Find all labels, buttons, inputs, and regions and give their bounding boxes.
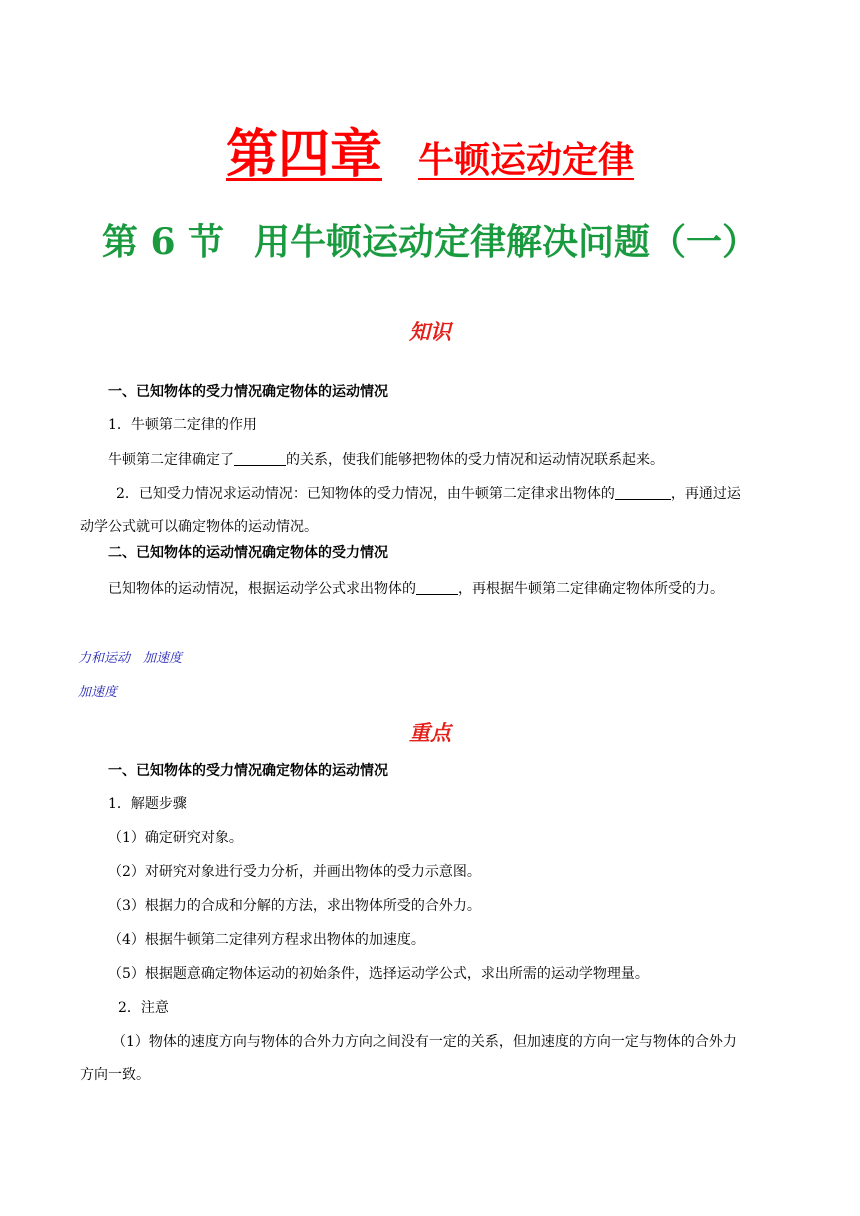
notes-title: 2．注意 xyxy=(118,1000,169,1016)
key-part1-title: 一、已知物体的受力情况确定物体的运动情况 xyxy=(108,763,388,779)
knowledge-part1-title: 一、已知物体的受力情况确定物体的运动情况 xyxy=(108,384,388,400)
steps-title: 1．解题步骤 xyxy=(108,796,187,812)
step-2: （2）对研究对象进行受力分析，并画出物体的受力示意图。 xyxy=(108,864,481,880)
chapter-heading xyxy=(0,112,860,187)
item1-text-post: 的关系，使我们能够把物体的受力情况和运动情况联系起来。 xyxy=(286,452,664,468)
section-number: 第 6 节 xyxy=(101,221,225,263)
item2-text-post: ，再通过运 xyxy=(670,486,741,502)
step-4: （4）根据牛顿第二定律列方程求出物体的加速度。 xyxy=(108,932,425,948)
knowledge-item2-cont: 动学公式就可以确定物体的运动情况。 xyxy=(80,519,318,535)
knowledge-part2-title: 二、已知物体的运动情况确定物体的受力情况 xyxy=(108,545,388,561)
step-3: （3）根据力的合成和分解的方法，求出物体所受的合外力。 xyxy=(108,898,481,914)
step-1: （1）确定研究对象。 xyxy=(108,830,243,846)
section-title xyxy=(0,214,860,265)
knowledge-item1-text xyxy=(108,449,664,469)
answer-blank-1 xyxy=(234,451,286,466)
knowledge-item2-text xyxy=(116,483,741,503)
item1-text-pre: 牛顿第二定律确定了 xyxy=(108,452,234,468)
part2-text-post: ，再根据牛顿第二定律确定物体所受的力。 xyxy=(458,581,724,597)
item2-text-pre: 2．已知受力情况求运动情况：已知物体的受力情况，由牛顿第二定律求出物体的 xyxy=(116,486,615,502)
knowledge-part2-text xyxy=(108,578,724,598)
chapter-title: 牛顿运动定律 xyxy=(418,139,635,181)
answer-blank-3 xyxy=(416,580,458,595)
note-1-cont: 方向一致。 xyxy=(80,1067,150,1083)
key-points-header: 重点 xyxy=(409,720,451,745)
chapter-number: 第四章 xyxy=(225,124,382,185)
answer-line-1: 力和运动 加速度 xyxy=(78,651,183,666)
part2-text-pre: 已知物体的运动情况，根据运动学公式求出物体的 xyxy=(108,581,416,597)
section-name: 用牛顿运动定律解决问题（一） xyxy=(254,221,759,263)
knowledge-header: 知识 xyxy=(409,319,451,344)
answer-blank-2 xyxy=(615,485,671,500)
knowledge-item1-title: 1．牛顿第二定律的作用 xyxy=(108,417,257,433)
step-5: （5）根据题意确定物体运动的初始条件，选择运动学公式，求出所需的运动学物理量。 xyxy=(108,966,649,982)
answer-line-2: 加速度 xyxy=(78,685,118,700)
note-1: （1）物体的速度方向与物体的合外力方向之间没有一定的关系，但加速度的方向一定与物体的合外力 xyxy=(112,1034,737,1050)
